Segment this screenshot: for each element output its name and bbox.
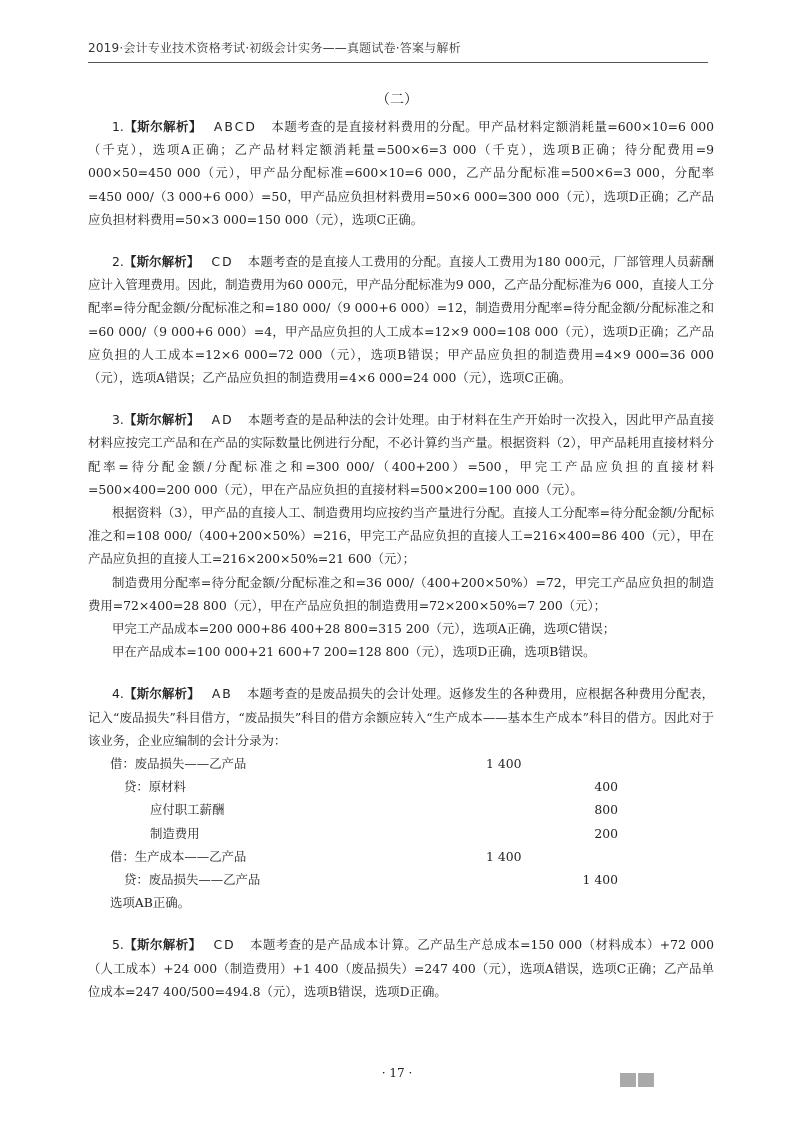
credit-amount: 800 bbox=[594, 802, 618, 818]
credit-amount: 400 bbox=[594, 779, 618, 795]
analysis-tag: 【斯尔解析】 bbox=[123, 254, 200, 270]
debit-amount: 1 400 bbox=[486, 848, 522, 864]
journal-account: 借：生产成本——乙产品 bbox=[110, 848, 247, 864]
answer-text: 本题考查的是直接人工费用的分配。直接人工费用为180 000元，厂部管理人员薪酬应计入管理费用。因此，制造费用为60 000元，甲产品分配标准为9 000，乙产品分配标准为6 000，直接人工分配率=待分配金额/分配标准之和=180 000/（9 000+6 000）=12，制造费用分配率=待分配金额/分配标准之和=60 000/（9 000+6 000）=4，甲产品应负担的人工成本=12×9 000=108 000（元），选项D正确；乙产品应负担的人工成本=12×6 000=72 000（元），选项B错误；甲产品应负担的制造费用=4×9 000=36 000（元），选项A错误；乙产品应负担的制造费用=4×6 000=24 000（元），选项C正确。 bbox=[88, 254, 714, 386]
header-rule bbox=[88, 62, 708, 63]
journal-account: 贷：废品损失——乙产品 bbox=[124, 872, 261, 888]
answer-4-conclusion: 选项AB正确。 bbox=[110, 895, 191, 911]
answer-5 bbox=[88, 933, 714, 1003]
analysis-tag: 【斯尔解析】 bbox=[123, 937, 202, 953]
answer-4 bbox=[88, 682, 714, 752]
answer-2 bbox=[88, 250, 714, 389]
answer-key: ABCD bbox=[213, 119, 257, 134]
journal-account: 贷：原材料 bbox=[124, 779, 186, 795]
answer-text: 本题考查的是废品损失的会计处理。返修发生的各种费用，应根据各种费用分配表，记入“废品损失”科目借方，“废品损失”科目的借方余额应转入“生产成本——基本生产成本”科目的借方。因此对于该业务，企业应编制的会计分录为： bbox=[88, 686, 715, 748]
running-header: 2019·会计专业技术资格考试·初级会计实务——真题试卷·答案与解析 bbox=[88, 41, 461, 55]
answer-text: 本题考查的是产品成本计算。乙产品生产总成本=150 000（材料成本）+72 000（人工成本）+24 000（制造费用）+1 400（废品损失）=247 400（元），选项A错误，选项C正确；乙产品单位成本=247 400/500=494.8（元），选项B错误，选项D正确。 bbox=[88, 937, 714, 999]
journal-line bbox=[88, 775, 714, 798]
answer-key: CD bbox=[211, 254, 234, 270]
question-number: 2. bbox=[112, 254, 124, 270]
answer-text: 本题考查的是品种法的会计处理。由于材料在生产开始时一次投入，因此甲产品直接材料应按完工产品和在产品的实际数量比例进行分配，不必计算约当产量。根据资料（2），甲产品耗用直接材料分配率=待分配金额/分配标准之和=300 000/（400+200）=500，甲完工产品应负担的直接材料=500×400=200 000（元），甲在产品应负担的直接材料=500×200=100 000（元）。 bbox=[88, 412, 715, 497]
answer-3-paragraph: 制造费用分配率=待分配金额/分配标准之和=36 000/（400+200×50%）=72，甲完工产品应负担的制造费用=72×400=28 800（元），甲在产品应负担的制造费用=72×200×50%=7 200（元）； bbox=[88, 574, 714, 613]
analysis-tag: 【斯尔解析】 bbox=[123, 119, 202, 134]
page-number: · 17 · bbox=[381, 1066, 413, 1080]
answer-key: AD bbox=[211, 412, 234, 428]
credit-amount: 1 400 bbox=[582, 872, 618, 888]
answer-1 bbox=[88, 115, 714, 231]
question-number: 1. bbox=[112, 119, 124, 134]
debit-amount: 1 400 bbox=[486, 756, 522, 772]
analysis-tag: 【斯尔解析】 bbox=[123, 686, 200, 702]
credit-amount: 200 bbox=[594, 825, 618, 841]
journal-account: 应付职工薪酬 bbox=[150, 802, 225, 818]
answer-3 bbox=[88, 408, 714, 501]
journal-line bbox=[88, 868, 714, 891]
section-title: （二） bbox=[376, 92, 418, 108]
question-number: 3. bbox=[112, 412, 124, 428]
question-number: 5. bbox=[112, 937, 124, 953]
journal-account: 制造费用 bbox=[150, 825, 200, 841]
answer-3-paragraph: 甲完工产品成本=200 000+86 400+28 800=315 200（元），选项A正确，选项C错误； bbox=[112, 621, 616, 637]
journal-line bbox=[88, 845, 714, 868]
answer-3-paragraph: 甲在产品成本=100 000+21 600+7 200=128 800（元），选项D正确，选项B错误。 bbox=[112, 644, 596, 660]
analysis-tag: 【斯尔解析】 bbox=[123, 412, 200, 428]
answer-3-paragraph: 根据资料（3），甲产品的直接人工、制造费用均应按约当产量进行分配。直接人工分配率=待分配金额/分配标准之和=108 000/（400+200×50%）=216，甲完工产品应负担的直接人工=216×400=86 400（元），甲在产品应负担的直接人工=216×200×50%=21 600（元）； bbox=[88, 505, 714, 567]
footer-decoration-block bbox=[620, 1073, 636, 1087]
journal-line bbox=[88, 752, 714, 775]
answer-key: AB bbox=[211, 686, 233, 702]
journal-line bbox=[88, 798, 714, 821]
journal-line bbox=[88, 822, 714, 845]
journal-account: 借：废品损失——乙产品 bbox=[110, 756, 247, 772]
answer-key: CD bbox=[213, 937, 236, 953]
answer-content bbox=[88, 115, 714, 1003]
footer-decoration-block bbox=[638, 1073, 654, 1087]
question-number: 4. bbox=[112, 686, 124, 702]
answer-text: 本题考查的是直接材料费用的分配。甲产品材料定额消耗量=600×10=6 000（千克），选项A正确；乙产品材料定额消耗量=500×6=3 000（千克），选项B正确；待分配费用=9 000×50=450 000（元），甲产品分配标准=600×10=6 000，乙产品分配标准=500×6=3 000，分配率=450 000/（3 000+6 000）=50，甲产品应负担材料费用=50×6 000=300 000（元），选项D正确；乙产品应负担材料费用=50×3 000=150 000（元），选项C正确。 bbox=[88, 119, 714, 227]
journal-entry bbox=[88, 752, 714, 891]
